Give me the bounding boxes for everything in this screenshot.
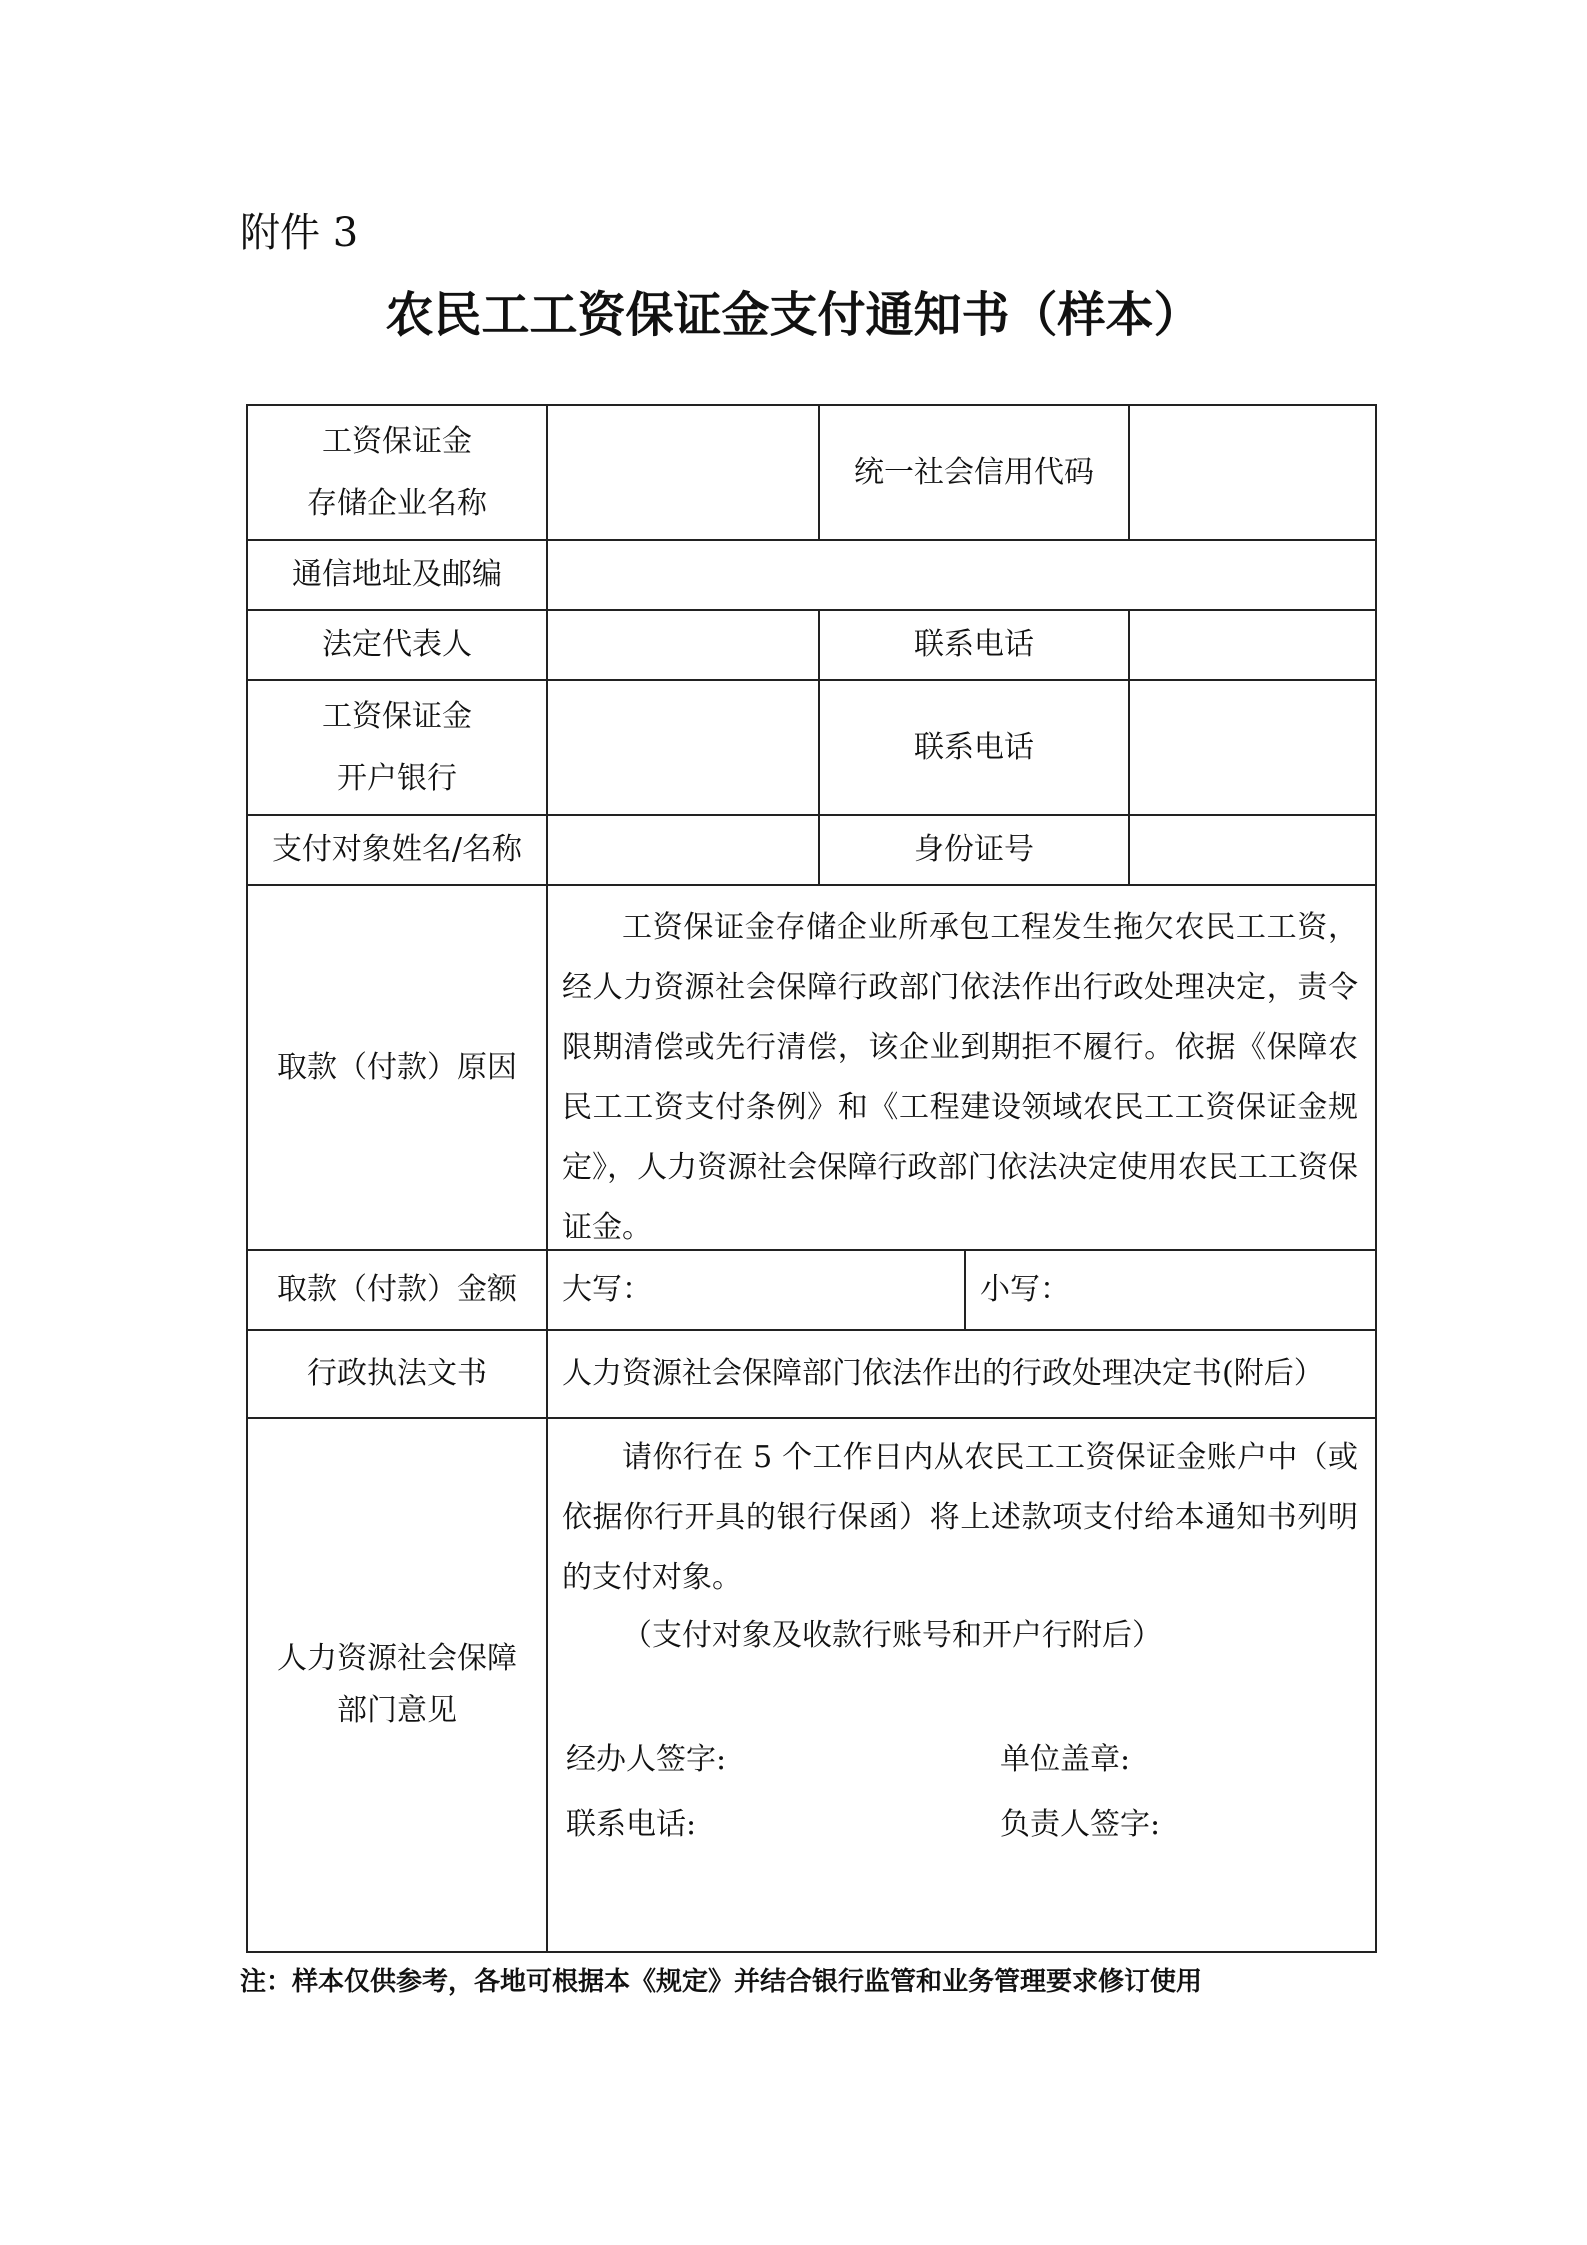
bank-label-line2: 开户银行	[337, 760, 457, 796]
amount-upper-label: 大写：	[562, 1272, 652, 1307]
id-number-label: 身份证号	[914, 832, 1034, 867]
credit-code-label: 统一社会信用代码	[854, 454, 1094, 490]
company-name-label-line1: 工资保证金	[322, 423, 472, 459]
bank-label-line1: 工资保证金	[322, 698, 472, 734]
page-title: 农民工工资保证金支付通知书（样本）	[385, 287, 1202, 343]
opinion-text: 请你行在 5 个工作日内从农民工工资保证金账户中（或依据你行开具的银行保函）将上述款项支付给本通知书列明的支付对象。	[562, 1440, 1358, 1595]
payee-field[interactable]	[548, 816, 818, 884]
leader-signature-label: 负责人签字:	[1000, 1807, 1161, 1842]
contact-phone-label: 联系电话:	[566, 1807, 697, 1842]
credit-code-field[interactable]	[1130, 406, 1375, 539]
opinion-note: （支付对象及收款行账号和开户行附后）	[622, 1618, 1162, 1653]
amount-lower-label: 小写：	[980, 1272, 1070, 1307]
reason-text: 工资保证金存储企业所承包工程发生拖欠农民工工资，经人力资源社会保障行政部门依法作出行政处理决定，责令限期清偿或先行清偿，该企业到期拒不履行。依据《保障农民工工资支付条例》和《工程建设领域农民工工资保证金规定》，人力资源社会保障行政部门依法决定使用农民工工资保证金。	[562, 910, 1358, 1245]
opinion-label	[248, 1419, 546, 1951]
attachment-label: 附件 3	[240, 210, 359, 256]
company-name-label-line2: 存储企业名称	[307, 485, 487, 521]
unit-seal-label: 单位盖章:	[1000, 1742, 1131, 1777]
handler-signature-label: 经办人签字:	[566, 1742, 727, 1777]
bank-phone-field[interactable]	[1130, 681, 1375, 814]
legal-rep-phone-label: 联系电话	[914, 627, 1034, 662]
payment-notice-form	[246, 404, 1377, 1953]
amount-label: 取款（付款）金额	[277, 1272, 517, 1307]
column-divider	[964, 1249, 966, 1329]
reason-label: 取款（付款）原因	[277, 1049, 517, 1085]
opinion-label-line2: 部门意见	[337, 1693, 457, 1728]
law-doc-label: 行政执法文书	[307, 1356, 487, 1391]
address-field[interactable]	[548, 541, 1375, 609]
legal-rep-field[interactable]	[548, 611, 818, 679]
id-number-field[interactable]	[1130, 816, 1375, 884]
payee-label: 支付对象姓名/名称	[271, 832, 523, 867]
bank-phone-label: 联系电话	[914, 729, 1034, 765]
company-name-field[interactable]	[548, 406, 818, 539]
bank-label	[248, 681, 546, 814]
legal-rep-phone-field[interactable]	[1130, 611, 1375, 679]
opinion-label-line1: 人力资源社会保障	[277, 1641, 517, 1676]
legal-rep-label: 法定代表人	[322, 627, 472, 662]
law-doc-text: 人力资源社会保障部门依法作出的行政处理决定书(附后）	[562, 1356, 1324, 1391]
company-name-label	[248, 406, 546, 539]
footer-note: 注：样本仅供参考，各地可根据本《规定》并结合银行监管和业务管理要求修订使用	[240, 1967, 1203, 1997]
address-label: 通信地址及邮编	[292, 557, 502, 592]
bank-field[interactable]	[548, 681, 818, 814]
